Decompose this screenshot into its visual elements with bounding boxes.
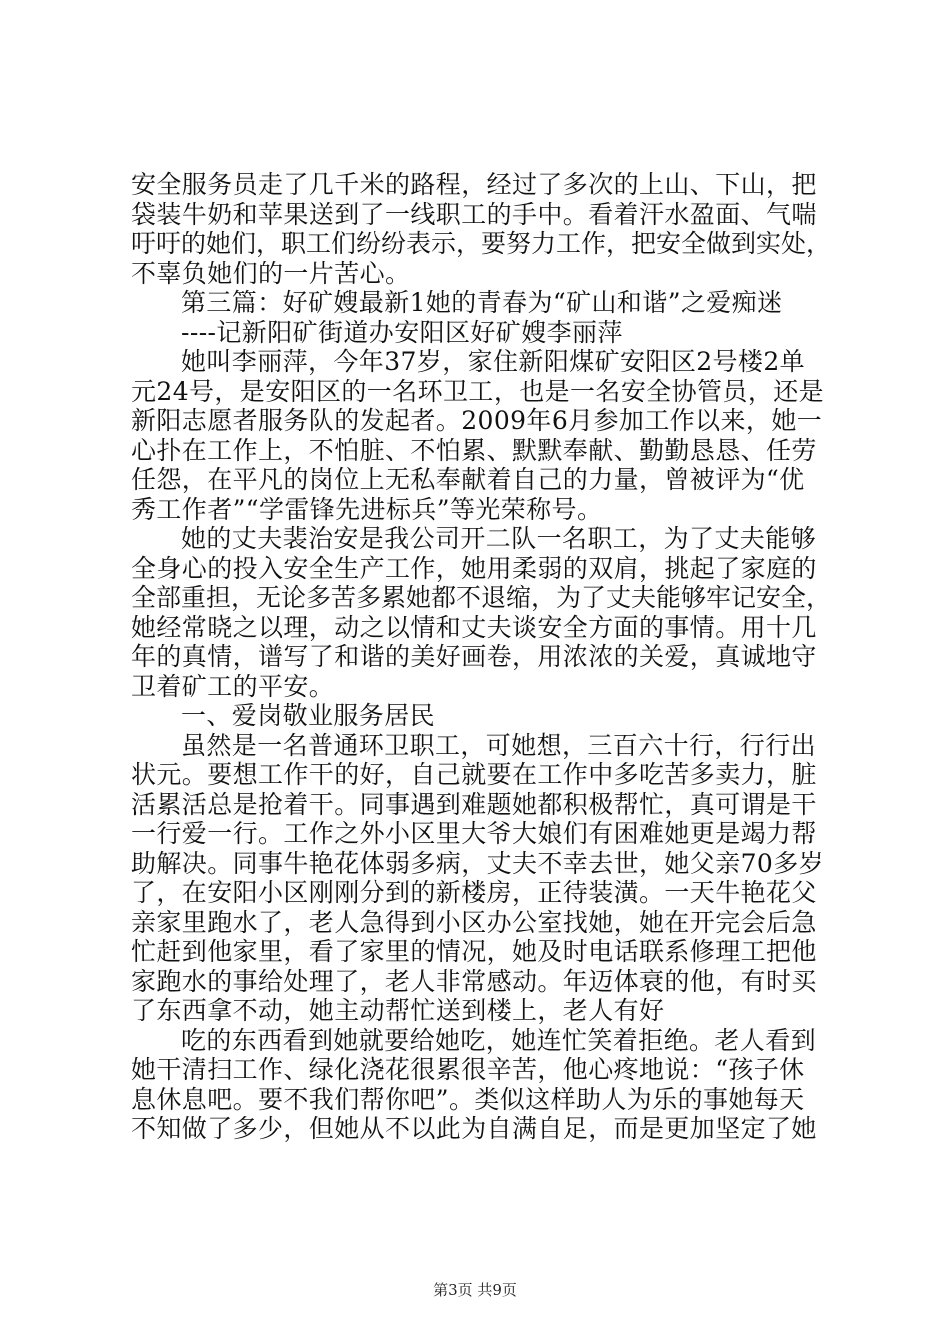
text-line: 任怨，在平凡的岗位上无私奉献着自己的力量，曾被评为“优 bbox=[131, 465, 805, 494]
text-line: 秀工作者”“学雷锋先进标兵”等光荣称号。 bbox=[131, 494, 603, 524]
text-line: 息休息吧。要不我们帮你吧”。类似这样助人为乐的事她每天 bbox=[131, 1084, 805, 1114]
body-text bbox=[131, 170, 831, 1144]
text-line: 她经常晓之以理，动之以情和丈夫谈安全方面的事情。用十几 bbox=[131, 612, 817, 642]
text-line: 年的真情，谱写了和谐的美好画卷，用浓浓的关爱，真诚地守 bbox=[131, 642, 817, 671]
text-line: 虽然是一名普通环卫职工，可她想，三百六十行，行行出 bbox=[181, 730, 817, 760]
text-line: 状元。要想工作干的好，自己就要在工作中多吃苦多卖力，脏 bbox=[131, 760, 817, 789]
text-line: 不知做了多少，但她从不以此为自满自足，而是更加坚定了她 bbox=[131, 1114, 817, 1143]
text-line: 她的丈夫裴治安是我公司开二队一名职工，为了丈夫能够 bbox=[181, 524, 817, 553]
text-line: 一行爱一行。工作之外小区里大爷大娘们有困难她更是竭力帮 bbox=[131, 819, 817, 848]
text-line: 不辜负她们的一片苦心。 bbox=[131, 258, 411, 288]
text-line: 了东西拿不动，她主动帮忙送到楼上，老人有好 bbox=[131, 996, 665, 1025]
text-line: 了，在安阳小区刚刚分到的新楼房，正待装潢。一天牛艳花父 bbox=[131, 878, 817, 907]
text-line: 助解决。同事牛艳花体弱多病，丈夫不幸去世，她父亲70多岁 bbox=[131, 848, 825, 878]
text-line: 元24号，是安阳区的一名环卫工，也是一名安全协管员，还是 bbox=[131, 376, 825, 406]
text-line: 安全服务员走了几千米的路程，经过了多次的上山、下山，把 bbox=[131, 170, 817, 199]
text-line: 家跑水的事给处理了，老人非常感动。年迈体衰的他，有时买 bbox=[131, 966, 817, 996]
text-line: 她干清扫工作、绿化浇花很累很辛苦，他心疼地说：“孩子休 bbox=[131, 1055, 805, 1084]
page-footer: 第3页 共9页 bbox=[433, 1281, 517, 1299]
text-line: 活累活总是抢着干。同事遇到难题她都积极帮忙，真可谓是干 bbox=[131, 789, 817, 819]
text-line: 第三篇：好矿嫂最新1她的青春为“矿山和谐”之爱痴迷 bbox=[181, 288, 783, 317]
text-line: 亲家里跑水了，老人急得到小区办公室找她，她在开完会后急 bbox=[131, 907, 817, 937]
text-line: 心扑在工作上，不怕脏、不怕累、默默奉献、勤勤恳恳、任劳 bbox=[131, 435, 817, 465]
text-line: 吁吁的她们，职工们纷纷表示，要努力工作，把安全做到实处， bbox=[131, 229, 831, 258]
text-line: 全身心的投入安全生产工作，她用柔弱的双肩，挑起了家庭的 bbox=[131, 553, 817, 583]
text-line: 她叫李丽萍，今年37岁，家住新阳煤矿安阳区2号楼2单 bbox=[181, 347, 806, 376]
text-line: 卫着矿工的平安。 bbox=[131, 671, 335, 701]
text-line: 忙赶到他家里，看了家里的情况，她及时电话联系修理工把他 bbox=[131, 937, 817, 966]
text-line: 一、爱岗敬业服务居民 bbox=[181, 701, 436, 730]
text-line: 全部重担，无论多苦多累她都不退缩，为了丈夫能够牢记安全， bbox=[131, 583, 831, 612]
text-line: 新阳志愿者服务队的发起者。2009年6月参加工作以来，她一 bbox=[131, 406, 823, 435]
text-line: 吃的东西看到她就要给她吃，她连忙笑着拒绝。老人看到 bbox=[181, 1025, 817, 1055]
text-line: 袋装牛奶和苹果送到了一线职工的手中。看着汗水盈面、气喘 bbox=[131, 199, 817, 229]
text-line: ----记新阳矿街道办安阳区好矿嫂李丽萍 bbox=[181, 317, 623, 347]
